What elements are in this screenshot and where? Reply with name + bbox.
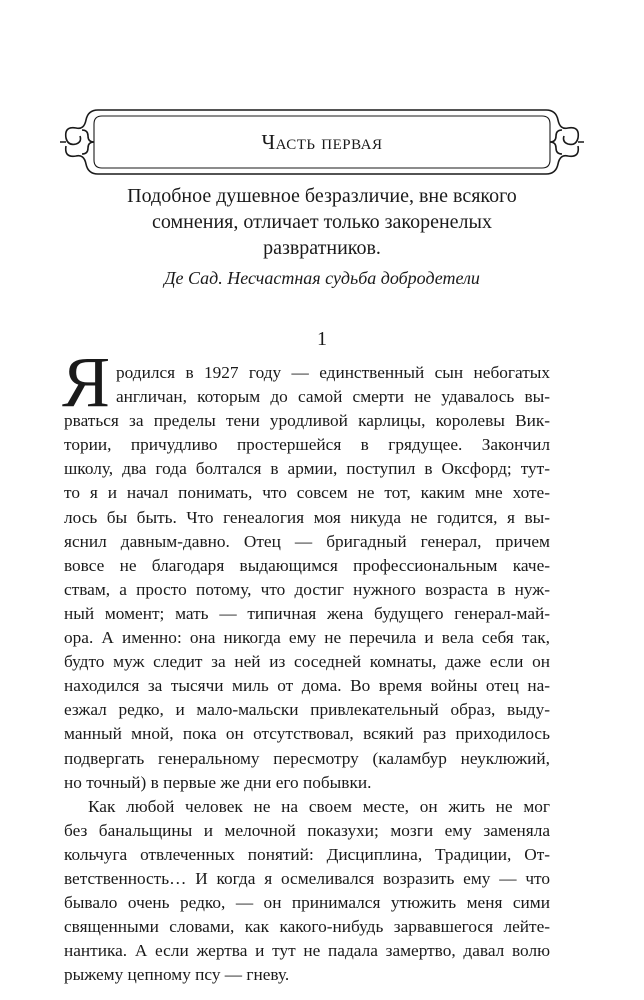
body-text — [64, 361, 550, 987]
text-line: ствам, а просто потому, что достиг нужного возраста в нуж- — [64, 579, 550, 599]
text-line: Как любой человек не на своем месте, он жить не мог — [88, 796, 550, 816]
drop-cap: Я — [62, 342, 111, 422]
text-line: кольчуга отвлеченных понятий: Дисциплина, Традиции, От- — [64, 844, 550, 864]
text-line: рыжему цепному псу — гневу. — [64, 965, 290, 985]
text-line: родился в 1927 году — единственный сын небогатых — [116, 363, 550, 382]
text-line: нантика. А если жертва и тут не падала замертво, давал волю — [64, 941, 550, 961]
text-line: без банальщины и мелочной показухи; мозги ему заменяла — [64, 820, 550, 840]
text-line: рваться за пределы тени уродливой карлицы, королевы Вик- — [64, 411, 550, 431]
text-line: езжал редко, и мало-мальски привлекательный образ, выду- — [64, 700, 550, 720]
epigraph-line: сомнения, отличает только закоренелых — [152, 211, 492, 233]
chapter-number: 1 — [317, 328, 327, 350]
text-line: но точный) в первые же дни его побывки. — [64, 772, 372, 792]
epigraph-source: Де Сад. Несчастная судьба добродетели — [164, 268, 480, 288]
text-line: бывало очень редко, — он принимался утюжить меня сими — [64, 893, 550, 913]
text-line: священными словами, как какого-нибудь зарвавшегося лейте- — [64, 917, 550, 937]
text-line: яснил давным-давно. Отец — бригадный генерал, причем — [64, 531, 550, 551]
text-line: то я и начал понимать, что совсем не тот, каким мне хоте- — [64, 483, 550, 503]
epigraph-line: Подобное душевное безразличие, вне всякого — [127, 185, 517, 207]
epigraph — [90, 183, 554, 261]
text-line: лось бы быть. Что генеалогия моя никуда не годится, я вы- — [64, 507, 550, 527]
text-line: ора. А именно: она никогда ему не перечила и вела себя так, — [64, 628, 550, 648]
epigraph-line: развратников. — [263, 237, 381, 259]
text-line: манный мной, пока он отсутствовал, всякий раз приходилось — [64, 724, 550, 744]
part-title-initial: Ч — [261, 130, 276, 154]
part-title-rest: асть первая — [275, 130, 383, 154]
part-title — [58, 128, 586, 156]
text-line: подвергать генеральному пересмотру (каламбур неуклюжий, — [64, 748, 550, 768]
text-line: вовсе не благодаря выдающимся профессиональным каче- — [64, 555, 550, 575]
text-line: ный момент; мать — типичная жена будущего генерал-май- — [64, 603, 550, 623]
text-line: находился за тысячи миль от дома. Во время войны отец на- — [64, 676, 550, 696]
text-line: англичан, которым до самой смерти не удавалось вы- — [116, 387, 550, 407]
text-line: ветственность… И когда я осмеливался возразить ему — что — [64, 868, 550, 888]
text-line: тории, причудливо простершейся в грядущее. Закончил — [64, 435, 550, 455]
text-line: школу, два года болтался в армии, поступил в Оксфорд; тут- — [64, 459, 550, 479]
text-line: будто муж следит за ней из соседней комнаты, даже если он — [64, 652, 550, 672]
